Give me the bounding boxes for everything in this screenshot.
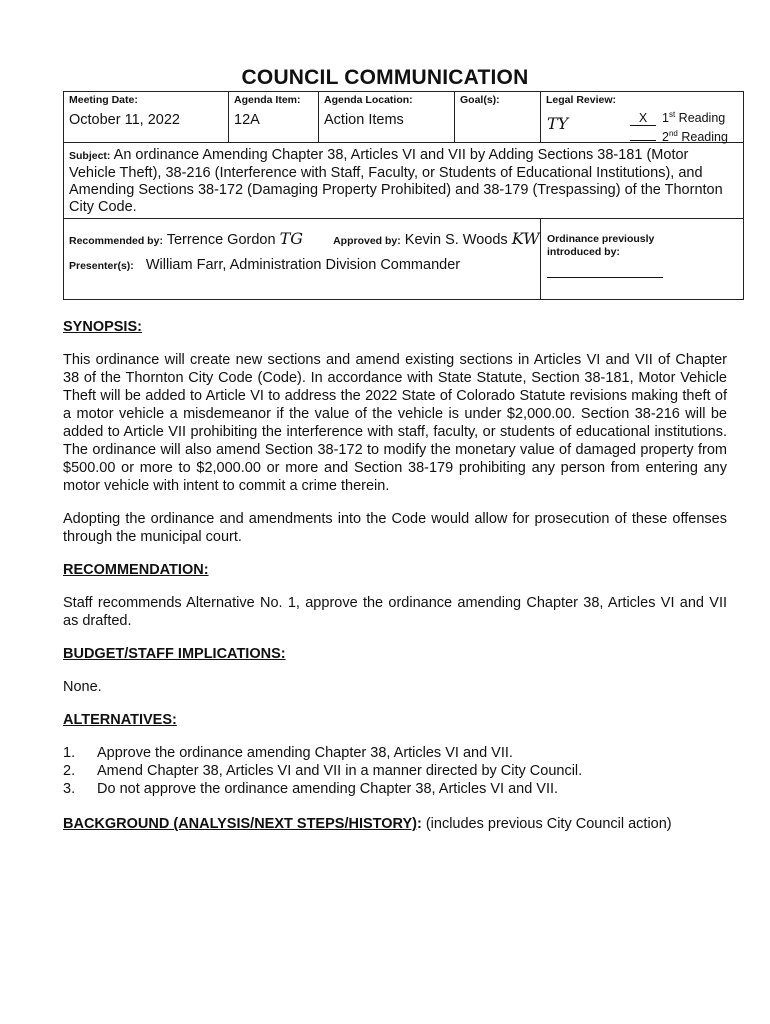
reading-checklist [630,107,728,145]
recommended-by-label: Recommended by: [69,235,163,247]
second-reading-label: Reading [681,130,728,145]
budget-text: None. [63,679,102,695]
first-reading-ord: 1 [662,111,669,126]
document-body [63,318,727,833]
ordinance-prev-label: Ordinance previously introduced by: [547,233,655,258]
background-colon: : [416,816,422,832]
second-reading-ord: 2 [662,130,669,145]
presenters-value: William Farr, Administration Division Commander [145,257,461,273]
background-note: (includes previous City Council action) [421,816,672,832]
alternative-text: Amend Chapter 38, Articles VI and VII in a manner directed by City Council. [97,763,583,779]
agenda-item-value: 12A [234,112,260,128]
ordinance-prev-cell [541,219,744,300]
goals-value [455,106,540,116]
first-reading-checkbox[interactable]: X [630,112,656,126]
header-table [63,91,744,300]
goals-label: Goal(s): [460,94,500,106]
background-heading: BACKGROUND (ANALYSIS/NEXT STEPS/HISTORY) [63,816,417,832]
alternatives-list [63,744,727,798]
agenda-item-label: Agenda Item: [234,94,301,106]
agenda-location-value: Action Items [324,112,404,128]
agenda-location-cell [319,92,455,143]
synopsis-paragraph-2: Adopting the ordinance and amendments into the Code would allow for prosecution of these offenses through the municipal court. [63,511,727,545]
approved-by-name: Kevin S. Woods [404,232,508,248]
alternative-item [63,762,727,780]
synopsis-heading: SYNOPSIS: [63,319,142,335]
alternative-number: 2. [63,763,76,779]
legal-review-label: Legal Review: [546,94,617,106]
goals-cell [455,92,541,143]
alternative-item [63,744,727,762]
alternative-text: Do not approve the ordinance amending Chapter 38, Articles VI and VII. [97,781,559,797]
legal-review-cell [541,92,744,143]
meeting-date-value: October 11, 2022 [69,112,180,128]
subject-cell [64,143,744,219]
alternative-number: 3. [63,781,76,797]
first-reading-row [630,107,728,126]
first-reading-label: Reading [678,111,726,126]
recommendation-heading: RECOMMENDATION: [63,562,209,578]
first-reading-sup: st [668,110,676,119]
budget-heading: BUDGET/STAFF IMPLICATIONS: [63,646,286,662]
alternative-item [63,780,727,798]
second-reading-sup: nd [668,129,678,139]
alternatives-heading: ALTERNATIVES: [63,712,177,728]
second-reading-checkbox[interactable] [630,127,656,141]
recommended-by-name: Terrence Gordon [166,232,276,248]
document-title: COUNCIL COMMUNICATION [241,66,529,89]
background-line [63,815,727,833]
recommended-by-initials: TG [279,229,304,248]
approved-by-initials: KW [511,229,540,248]
meeting-date-cell [64,92,229,143]
meeting-date-label: Meeting Date: [69,94,138,106]
second-reading-row [630,126,728,145]
agenda-item-cell [229,92,319,143]
agenda-location-label: Agenda Location: [324,94,413,106]
subject-label: Subject: [69,150,111,162]
presenters-label: Presenter(s): [69,260,134,272]
legal-review-initials: TY [547,114,569,133]
synopsis-paragraph-1: This ordinance will create new sections and amend existing sections in Articles VI and VII of Chapter 38 of the Thornton City Code (Code). In accordance with State Statute, Section 38-181, Motor Vehicle Theft will be added to Article VI to address the 2022 State of Colorado Statute revisions making theft of a motor vehicle a misdemeanor if the value of the vehicle is under $2,000.00. Section 38-216 will be added to Article VII prohibiting the interference with staff, faculty, or students of educational institutions. The ordinance will also amend Section 38-172 to modify the monetary value of damaged property from $500.00 or more to $2,000.00 or more and Section 38-179 prohibiting any person from entering any motor vehicle with intent to commit a crime therein. [63,352,727,494]
alternative-number: 1. [63,745,76,761]
recommendation-text: Staff recommends Alternative No. 1, approve the ordinance amending Chapter 38, Articles VI and VII as drafted. [63,595,727,629]
recommended-cell [64,219,541,300]
alternative-text: Approve the ordinance amending Chapter 38, Articles VI and VII. [97,745,513,761]
ordinance-prev-blank [547,277,663,278]
approved-by-label: Approved by: [333,235,401,247]
subject-text: An ordinance Amending Chapter 38, Articles VI and VII by Adding Sections 38-181 (Motor Vehicle Theft), 38-216 (Interference with Staff, Faculty, or Students of Educational Institutions), and Amending Sections 38-172 (Damaging Property Prohibited) and 38-179 (Trespassing) of the Thornton City Code. [69,147,723,215]
